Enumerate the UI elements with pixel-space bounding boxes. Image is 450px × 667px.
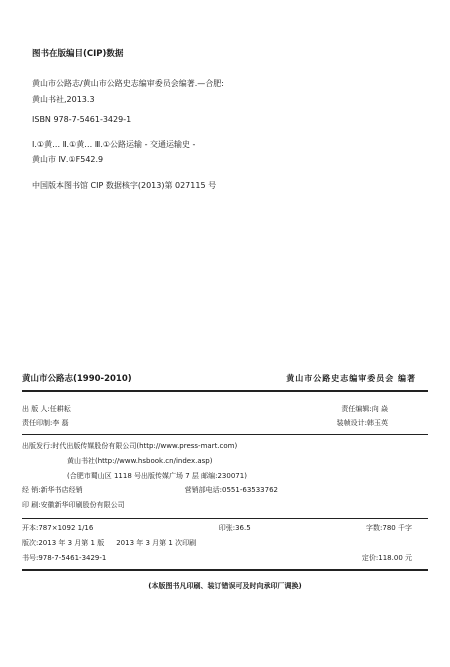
distributor-line3: (合肥市蜀山区 1118 号出版传媒广场 7 层 邮编:230071) [67,472,247,480]
divider-bottom [22,569,428,571]
printing: 2013 年 3 月第 1 次印刷 [116,539,197,547]
cip-line2: 黄山书社,2013.3 [32,95,95,104]
imprint-row-publisher [22,405,428,414]
printer: 印 刷:安徽新华印刷股份有限公司 [22,501,125,509]
imprint-row-isbn [22,554,428,563]
format: 开本:787×1092 1/16 [22,524,94,532]
distributor-line2: 黄山书社(http://www.hsbook.cn/index.asp) [67,457,213,465]
print-supervisor: 责任印制:李 磊 [22,419,69,427]
cip-record: 中国版本图书馆 CIP 数据核字(2013)第 027115 号 [32,181,217,190]
word-count: 字数:780 千字 [366,524,412,532]
designer: 装帧设计:韩玉英 [336,419,388,427]
distributor-line1: 出版发行:时代出版传媒股份有限公司(http://www.press-mart.com) [22,442,238,450]
imprint-row-proof [22,419,428,428]
replacement-notice: (本版图书凡印刷、装订错误可及时向承印厂调换) [148,582,302,590]
book-title: 黄山市公路志(1990-2010) [22,374,132,384]
cip-heading: 图书在版编目(CIP)数据 [32,49,124,59]
divider-2 [22,434,428,435]
price: 定价:118.00 元 [361,554,412,562]
cip-line1: 黄山市公路志/黄山市公路史志编审委员会编著.—合肥: [32,79,224,88]
edition: 版次:2013 年 3 月第 1 版 [22,539,105,547]
cip-isbn: ISBN 978-7-5461-3429-1 [32,115,132,124]
cip-classification1: Ⅰ.①黄… Ⅱ.①黄… Ⅲ.①公路运输 - 交通运输史 - [32,140,196,149]
cip-classification2: 黄山市 Ⅳ.①F542.9 [32,155,104,164]
book-author: 黄山市公路史志编审委员会 编著 [286,374,416,383]
editor: 责任编辑:向 焱 [341,405,388,413]
imprint-row-seller [22,486,428,495]
imprint-row-edition [22,539,428,548]
imprint-title-row [22,374,428,385]
publisher-person: 出 版 人:任耕耘 [22,405,71,413]
imprint-row-format [22,524,428,533]
divider-top [22,390,428,392]
divider-3 [22,518,428,519]
sheets: 印张:36.5 [218,524,251,532]
seller: 经 销:新华书店经销 [22,486,83,494]
marketing-phone: 营销部电话:0551-63533762 [184,486,278,494]
isbn-number: 书号:978-7-5461-3429-1 [22,554,107,562]
